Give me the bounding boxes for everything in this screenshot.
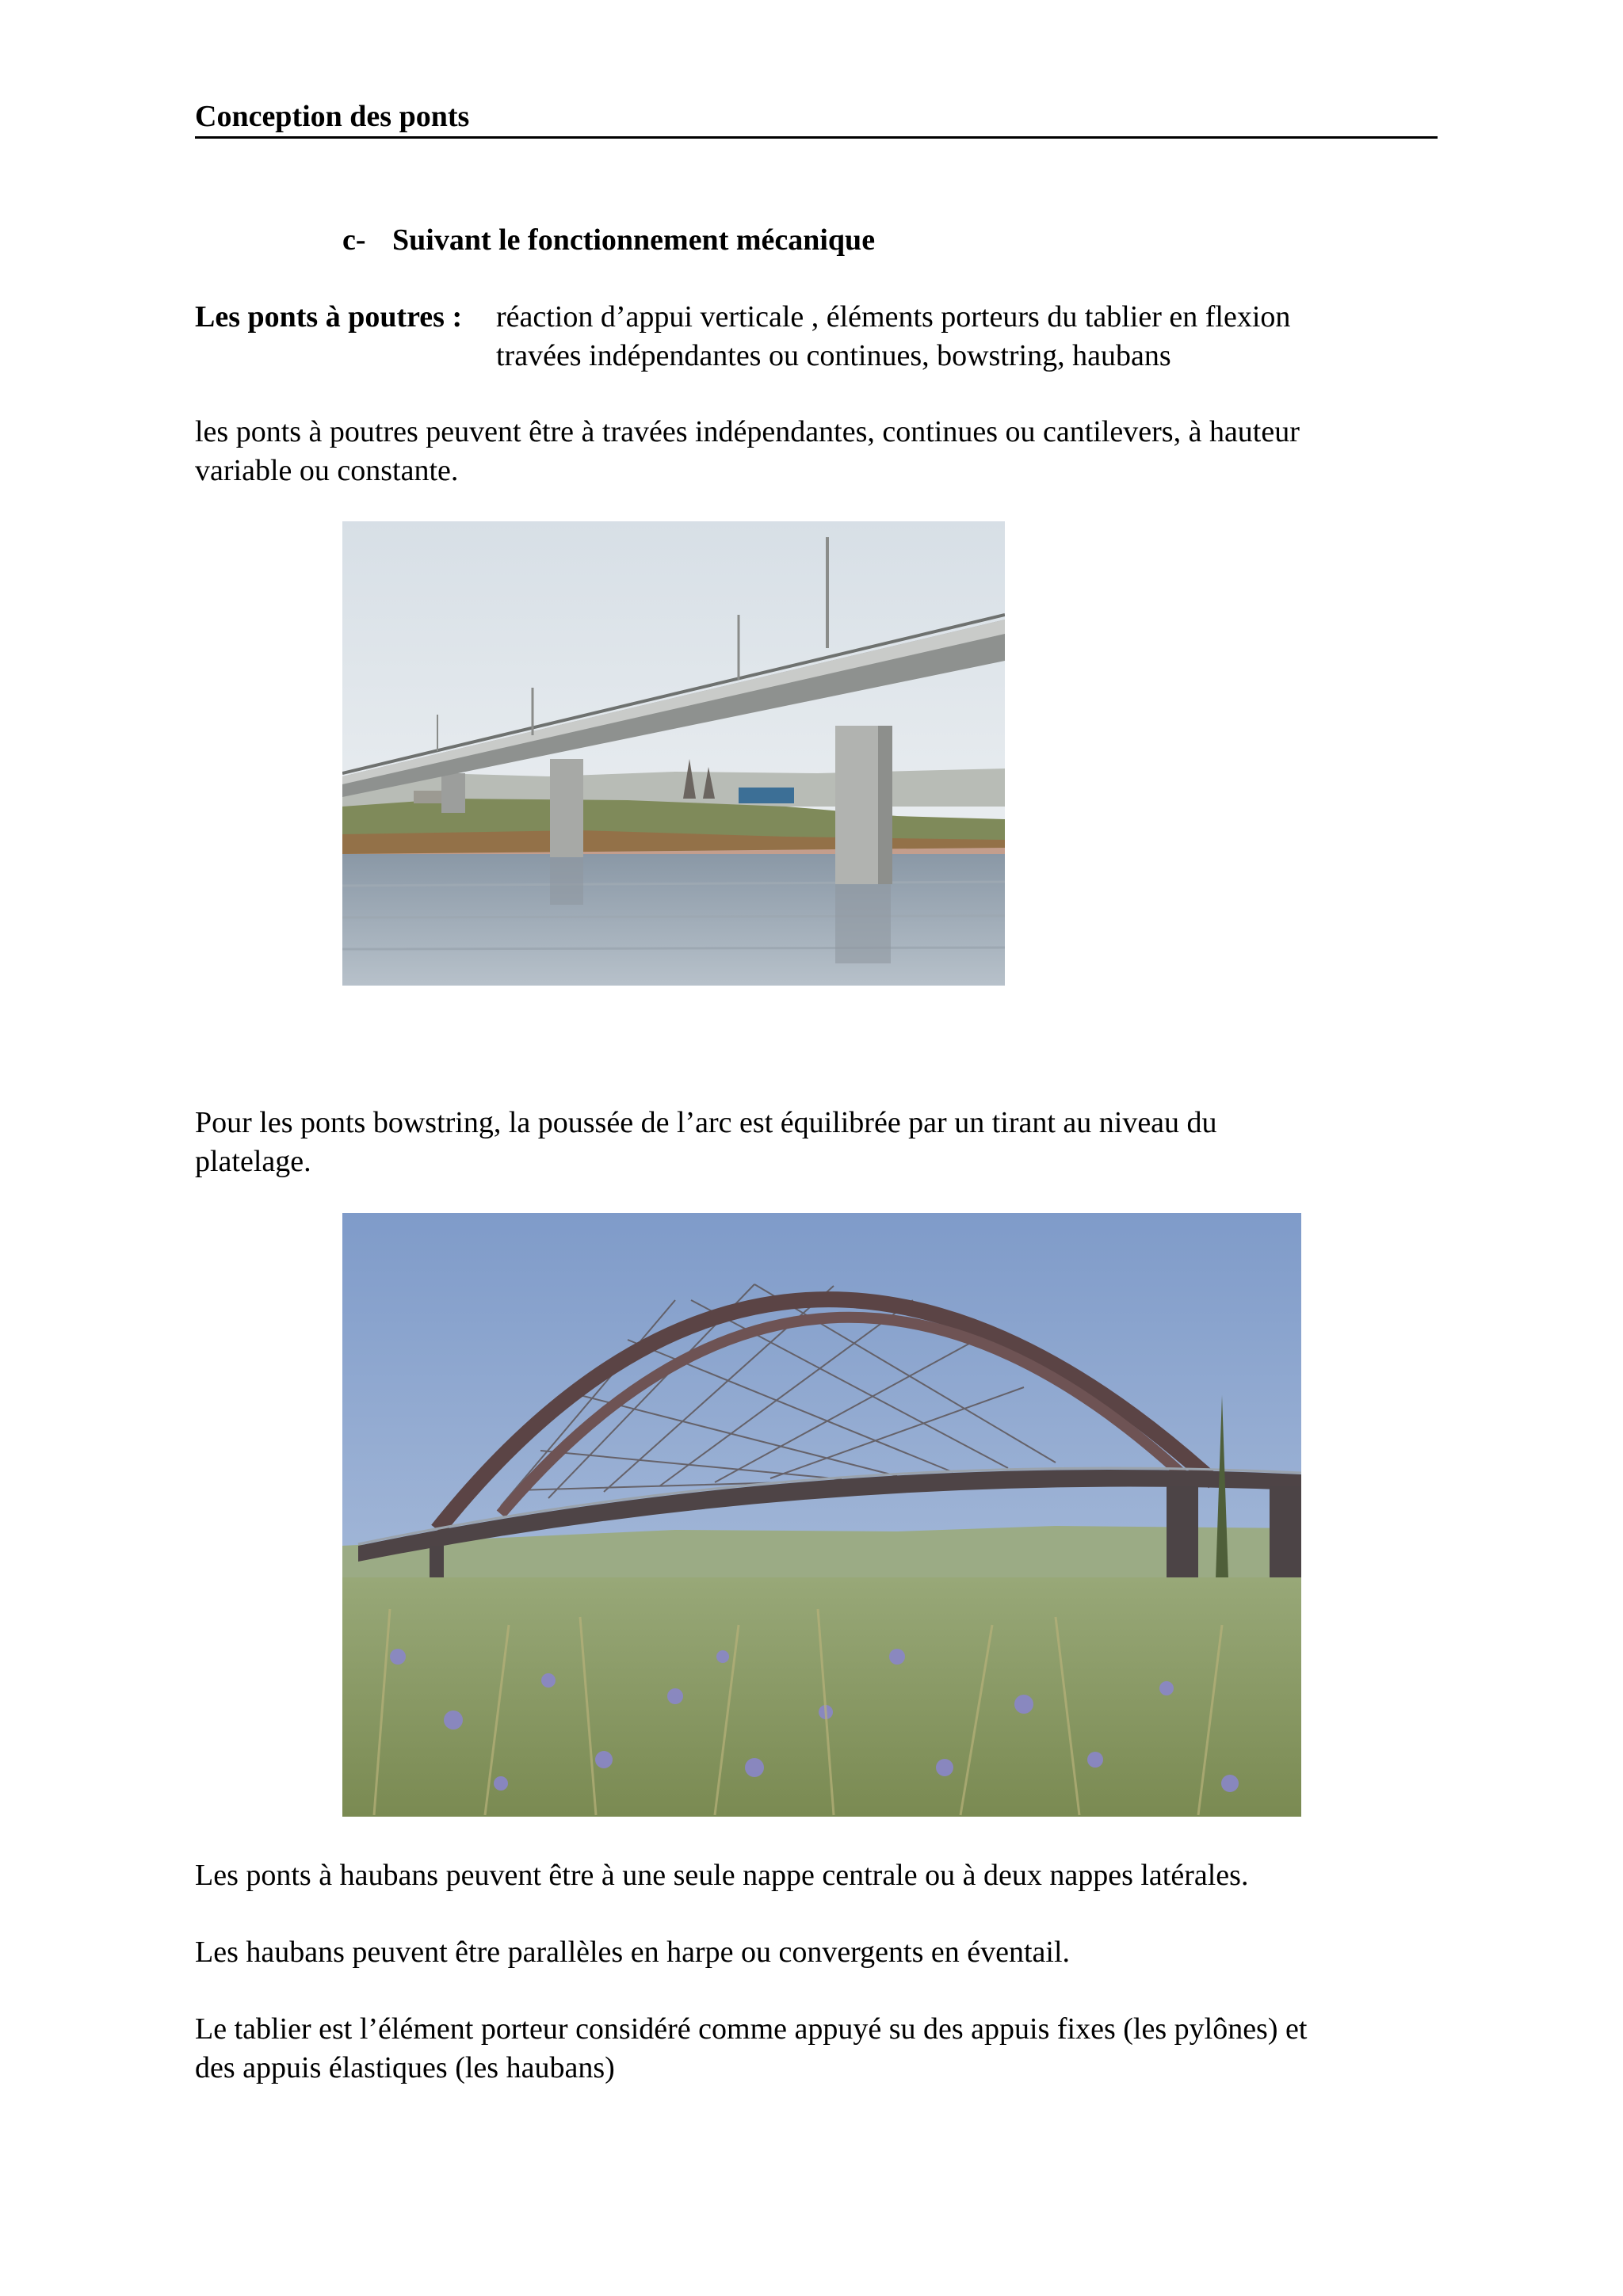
paragraph-5-line-2: des appuis élastiques (les haubans) — [195, 2051, 615, 2084]
girder-bridge-photo — [342, 521, 1005, 986]
paragraph-1-line-2: variable ou constante. — [195, 454, 459, 487]
paragraph-3: Les ponts à haubans peuvent être à une seule nappe centrale ou à deux nappes latérales. — [195, 1859, 1249, 1892]
poutres-line-1: réaction d’appui verticale , éléments porteurs du tablier en flexion — [496, 300, 1291, 334]
page-header: Conception des ponts — [195, 97, 1438, 139]
paragraph-4: Les haubans peuvent être parallèles en harpe ou convergents en éventail. — [195, 1936, 1071, 1969]
poutres-line-2: travées indépendantes ou continues, bowstring, haubans — [496, 339, 1171, 372]
paragraph-2-line-2: platelage. — [195, 1145, 311, 1178]
bowstring-bridge-photo — [342, 1213, 1301, 1817]
paragraph-1-line-1: les ponts à poutres peuvent être à travées indépendantes, continues ou cantilevers, à hauteur — [195, 415, 1300, 448]
paragraph-2-line-1: Pour les ponts bowstring, la poussée de l’arc est équilibrée par un tirant au niveau du — [195, 1106, 1217, 1139]
poutres-label: Les ponts à poutres : — [195, 300, 463, 334]
section-marker: c- — [342, 223, 366, 257]
section-title: Suivant le fonctionnement mécanique — [392, 223, 876, 257]
paragraph-5-line-1: Le tablier est l’élément porteur considéré comme appuyé su des appuis fixes (les pylônes) et — [195, 2012, 1308, 2046]
